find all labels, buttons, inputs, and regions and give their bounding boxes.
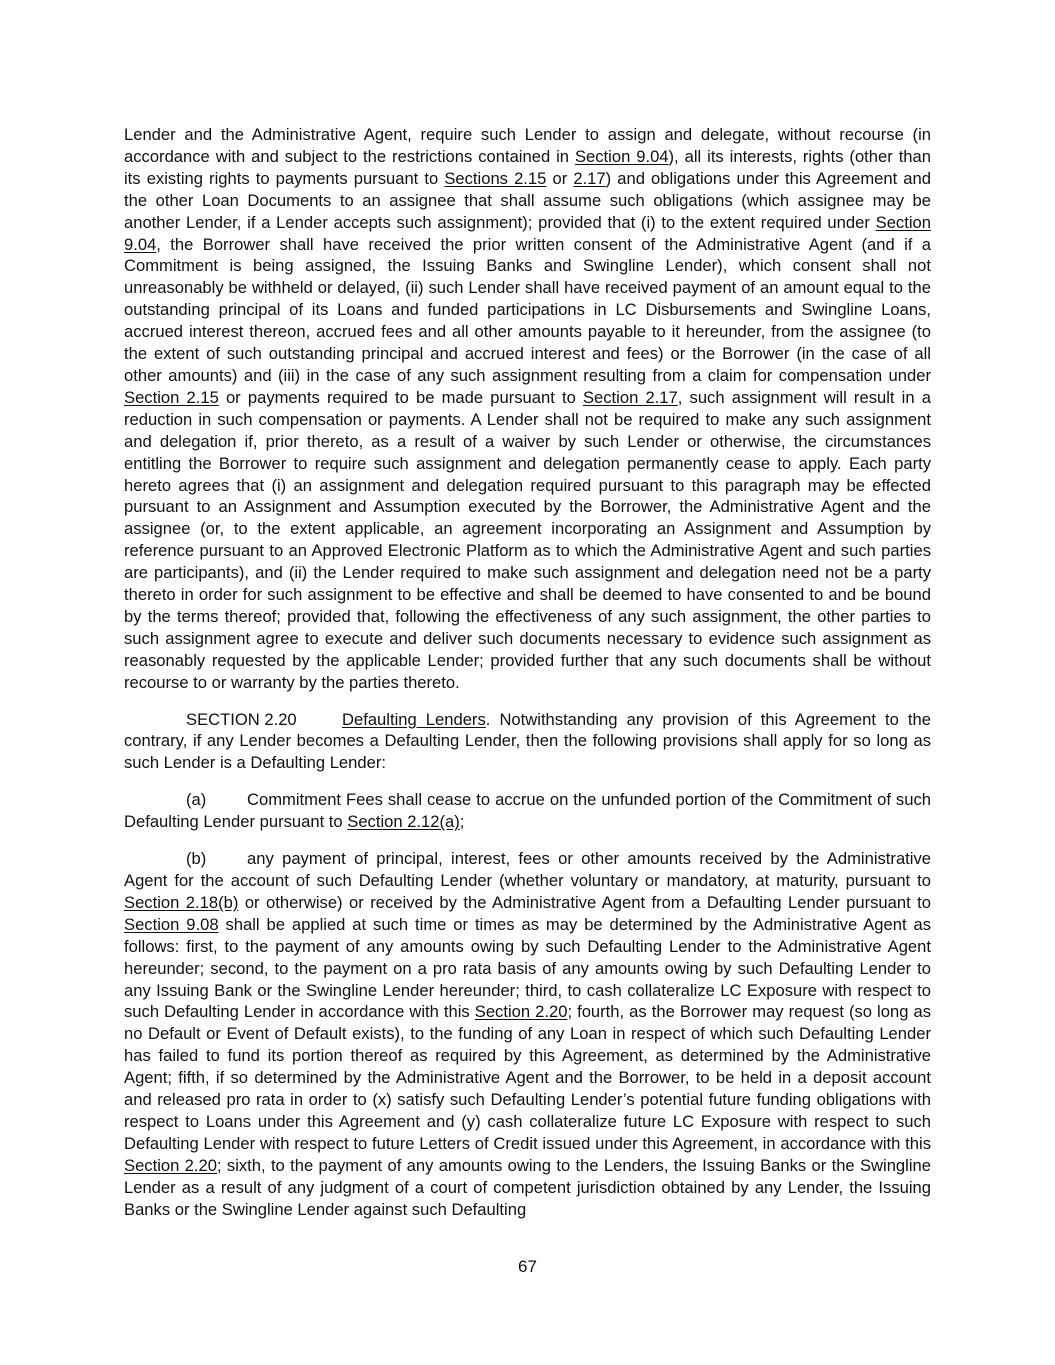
text-run: or payments required to be made pursuant to	[218, 387, 583, 407]
paragraph-continuation	[124, 124, 931, 694]
section-reference: Sections 2.15	[444, 168, 547, 188]
text-run: any payment of principal, interest, fees or other amounts received by the Administrative Agent for the account of such Defaulting Lender (whether voluntary or mandatory, at maturity, pursuant to	[124, 849, 931, 890]
text-run: ; sixth, to the payment of any amounts owing to the Lenders, the Issuing Banks or the Swingline Lender as a result of any judgment of a court of competent jurisdiction obtained by any Lender, the Issuing Banks or the Swingline Lender against such Defaulting	[124, 1155, 931, 1219]
text-run: ;	[459, 812, 465, 832]
text-run: or	[546, 168, 574, 188]
text-run: , such assignment will result in a reduction in such compensation or payments. A Lender shall not be required to make any such assignment and delegation if, prior thereto, as a result of a waiver by such Lender or otherwise, the circumstances entitling the Borrower to require such assignment and delegation permanently cease to apply. Each party hereto agrees that (i) an assignment and delegation required pursuant to this paragraph may be effected pursuant to an Assignment and Assumption executed by the Borrower, the Administrative Agent and the assignee (or, to the extent applicable, an agreement incorporating an Assignment and Assumption by reference pursuant to an Approved Electronic Platform as to which the Administrative Agent and such parties are participants), and (ii) the Lender required to make such assignment and delegation need not be a party thereto in order for such assignment to be effective and shall be deemed to have consented to and be bound by the terms thereof; provided that, following the effectiveness of any such assignment, the other parties to such assignment agree to execute and deliver such documents necessary to evidence such assignment as reasonably requested by the applicable Lender; provided further that any such documents shall be without recourse to or warranty by the parties thereto.	[124, 387, 931, 692]
text-run: ) and obligations under this Agreement and the other Loan Documents to an assignee that shall assume such obligations (which assignee may be another Lender, if a Lender accepts such assignment); provided that (i) to the extent required under	[124, 168, 931, 232]
text-run: Commitment Fees shall cease to accrue on the unfunded portion of the Commitment of such Defaulting Lender pursuant to	[124, 790, 931, 832]
section-reference: Section 2.20	[474, 1002, 568, 1022]
text-run: shall be applied at such time or times as may be determined by the Administrative Agent as follows: first, to the payment of any amounts owing by such Defaulting Lender to the Administrative Agent hereunder; second, to the payment on a pro rata basis of any amounts owing by such Defaulting Lender to any Issuing Bank or the Swingline Lender hereunder; third, to cash collateralize LC Exposure with respect to such Defaulting Lender in accordance with this	[124, 914, 931, 1022]
text-run: Lender and the Administrative Agent, require such Lender to assign and delegate, without recourse (in accordance with and subject to the restrictions contained in	[124, 125, 931, 166]
text-run: , the Borrower shall have received the prior written consent of the Administrative Agent (and if a Commitment is being assigned, the Issuing Banks and Swingline Lender), which consent shall not unreasonably be withheld or delayed, (ii) such Lender shall have received payment of an amount equal to the outstanding principal of its Loans and funded participations in LC Disbursements and Swingline Loans, accrued interest thereon, accrued fees and all other amounts payable to it hereunder, from the assignee (to the extent of such outstanding principal and accrued interest and fees) or the Borrower (in the case of all other amounts) and (iii) in the case of any such assignment resulting from a claim for compensation under	[124, 234, 931, 385]
clause-label: (b)	[186, 849, 207, 869]
text-run: or otherwise) or received by the Administrative Agent from a Defaulting Lender pursuant to	[238, 892, 931, 912]
clause-label: (a)	[186, 790, 207, 810]
text-run: ), all its interests, rights (other than its existing rights to payments pursuant to	[124, 146, 931, 188]
section-reference: Section 2.20	[124, 1155, 217, 1175]
section-reference: Section 2.17	[582, 387, 678, 407]
section-reference: 2.17	[573, 168, 606, 188]
section-reference: Section 9.04	[124, 212, 931, 254]
section-heading: Defaulting Lenders	[342, 709, 486, 729]
clause-b-paragraph	[124, 848, 931, 1220]
section-reference: Section 9.08	[124, 914, 219, 934]
section-reference: Section 2.15	[124, 387, 219, 407]
page-number: 67	[518, 1257, 537, 1276]
text-run: . Notwithstanding any provision of this Agreement to the contrary, if any Lender becomes a Defaulting Lender, then the following provisions shall apply for so long as such Lender is a Defaulting Lender:	[124, 709, 932, 773]
section-2-20-paragraph	[124, 709, 931, 775]
document-body	[124, 124, 931, 1221]
section-number: SECTION 2.20	[186, 709, 297, 729]
text-run: ; fourth, as the Borrower may request (so long as no Default or Event of Default exists), to the funding of any Loan in respect of which such Defaulting Lender has failed to fund its portion thereof as required by this Agreement, as determined by the Administrative Agent; fifth, if so determined by the Administrative Agent and the Borrower, to be held in a deposit account and released pro rata in order to (x) satisfy such Defaulting Lender’s potential future funding obligations with respect to Loans under this Agreement and (y) cash collateralize future LC Exposure with respect to such Defaulting Lender with respect to future Letters of Credit issued under this Agreement, in accordance with this	[124, 1002, 931, 1153]
clause-a-paragraph	[124, 789, 931, 833]
section-reference: Section 9.04	[574, 146, 669, 166]
section-reference: Section 2.12(a)	[347, 812, 460, 832]
section-reference: Section 2.18(b)	[124, 892, 239, 912]
